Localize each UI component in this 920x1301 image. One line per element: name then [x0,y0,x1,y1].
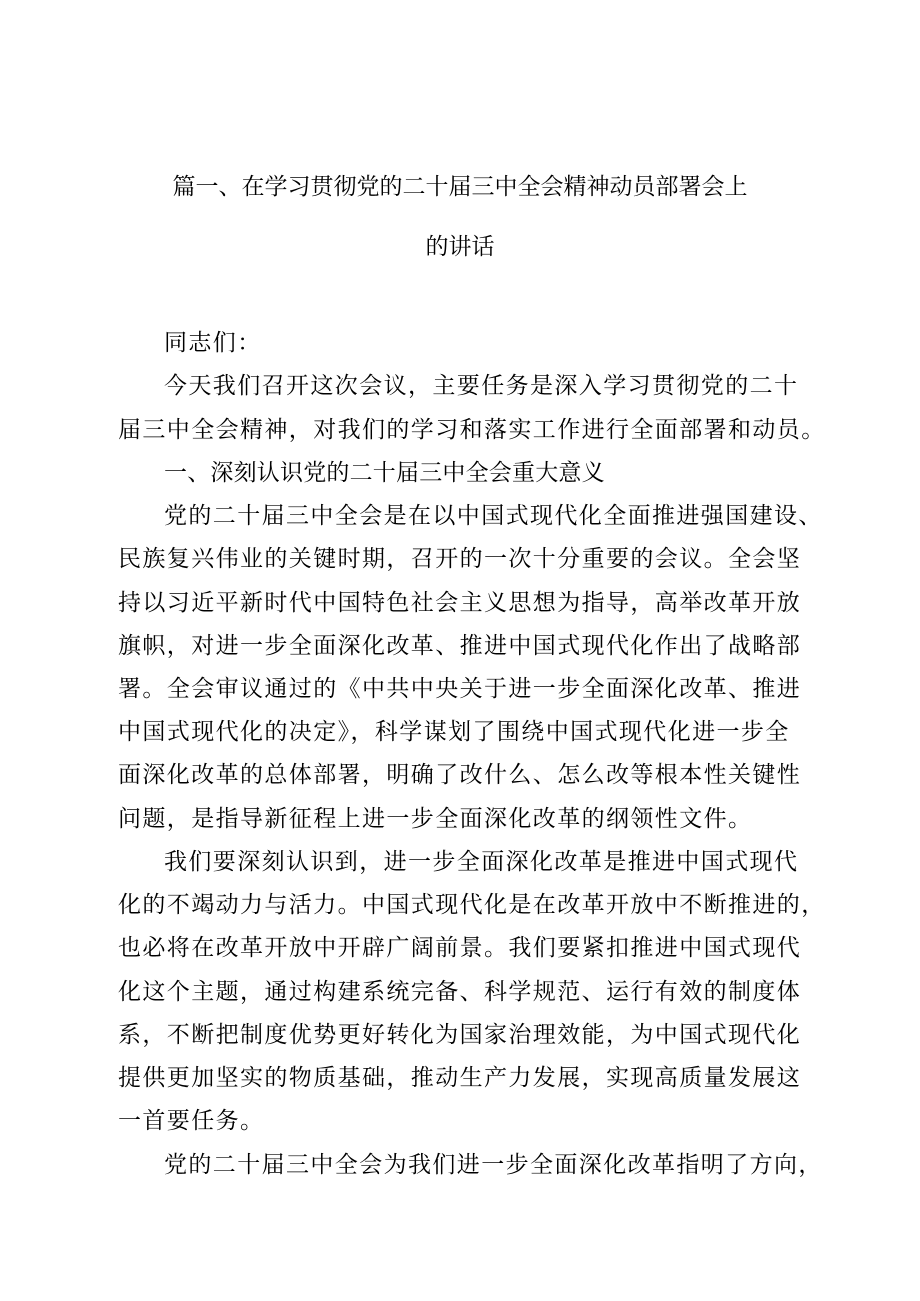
body-line: 面深化改革的总体部署，明确了改什么、怎么改等根本性关键性 [118,762,802,788]
body-line: 系，不断把制度优势更好转化为国家治理效能，为中国式现代化 [118,1022,802,1048]
body-line: 民族复兴伟业的关键时期，召开的一次十分重要的会议。全会坚 [118,546,802,572]
body-line: 化这个主题，通过构建系统完备、科学规范、运行有效的制度体 [118,979,802,1005]
body-line: 我们要深刻认识到，进一步全面深化改革是推进中国式现代 [164,849,799,875]
body-line: 化的不竭动力与活力。中国式现代化是在改革开放中不断推进的， [118,892,826,918]
body-line: 党的二十届三中全会为我们进一步全面深化改革指明了方向， [164,1152,823,1178]
body-line: 问题，是指导新征程上进一步全面深化改革的纲领性文件。 [118,806,753,832]
body-line: 届三中全会精神，对我们的学习和落实工作进行全面部署和动员。 [118,417,826,443]
body-line: 中国式现代化的决定》，科学谋划了围绕中国式现代化进一步全 [118,719,790,745]
body-line: 一首要任务。 [118,1108,265,1134]
body-line: 持以习近平新时代中国特色社会主义思想为指导，高举改革开放 [118,590,802,616]
document-title-line-1: 篇一、在学习贯彻党的二十届三中全会精神动员部署会上 [172,174,748,200]
body-line: 旗帜，对进一步全面深化改革、推进中国式现代化作出了战略部 [118,633,802,659]
document-title-line-2: 的讲话 [425,234,495,260]
body-line: 今天我们召开这次会议，主要任务是深入学习贯彻党的二十 [164,373,799,399]
body-line: 也必将在改革开放中开辟广阔前景。我们要紧扣推进中国式现代 [118,935,802,961]
salutation: 同志们： [164,330,262,356]
body-line: 提供更加坚实的物质基础，推动生产力发展，实现高质量发展这 [118,1065,802,1091]
section-heading: 一、深刻认识党的二十届三中全会重大意义 [164,460,605,486]
body-line: 署。全会审议通过的《中共中央关于进一步全面深化改革、推进 [118,676,802,702]
body-line: 党的二十届三中全会是在以中国式现代化全面推进强国建设、 [164,503,823,529]
